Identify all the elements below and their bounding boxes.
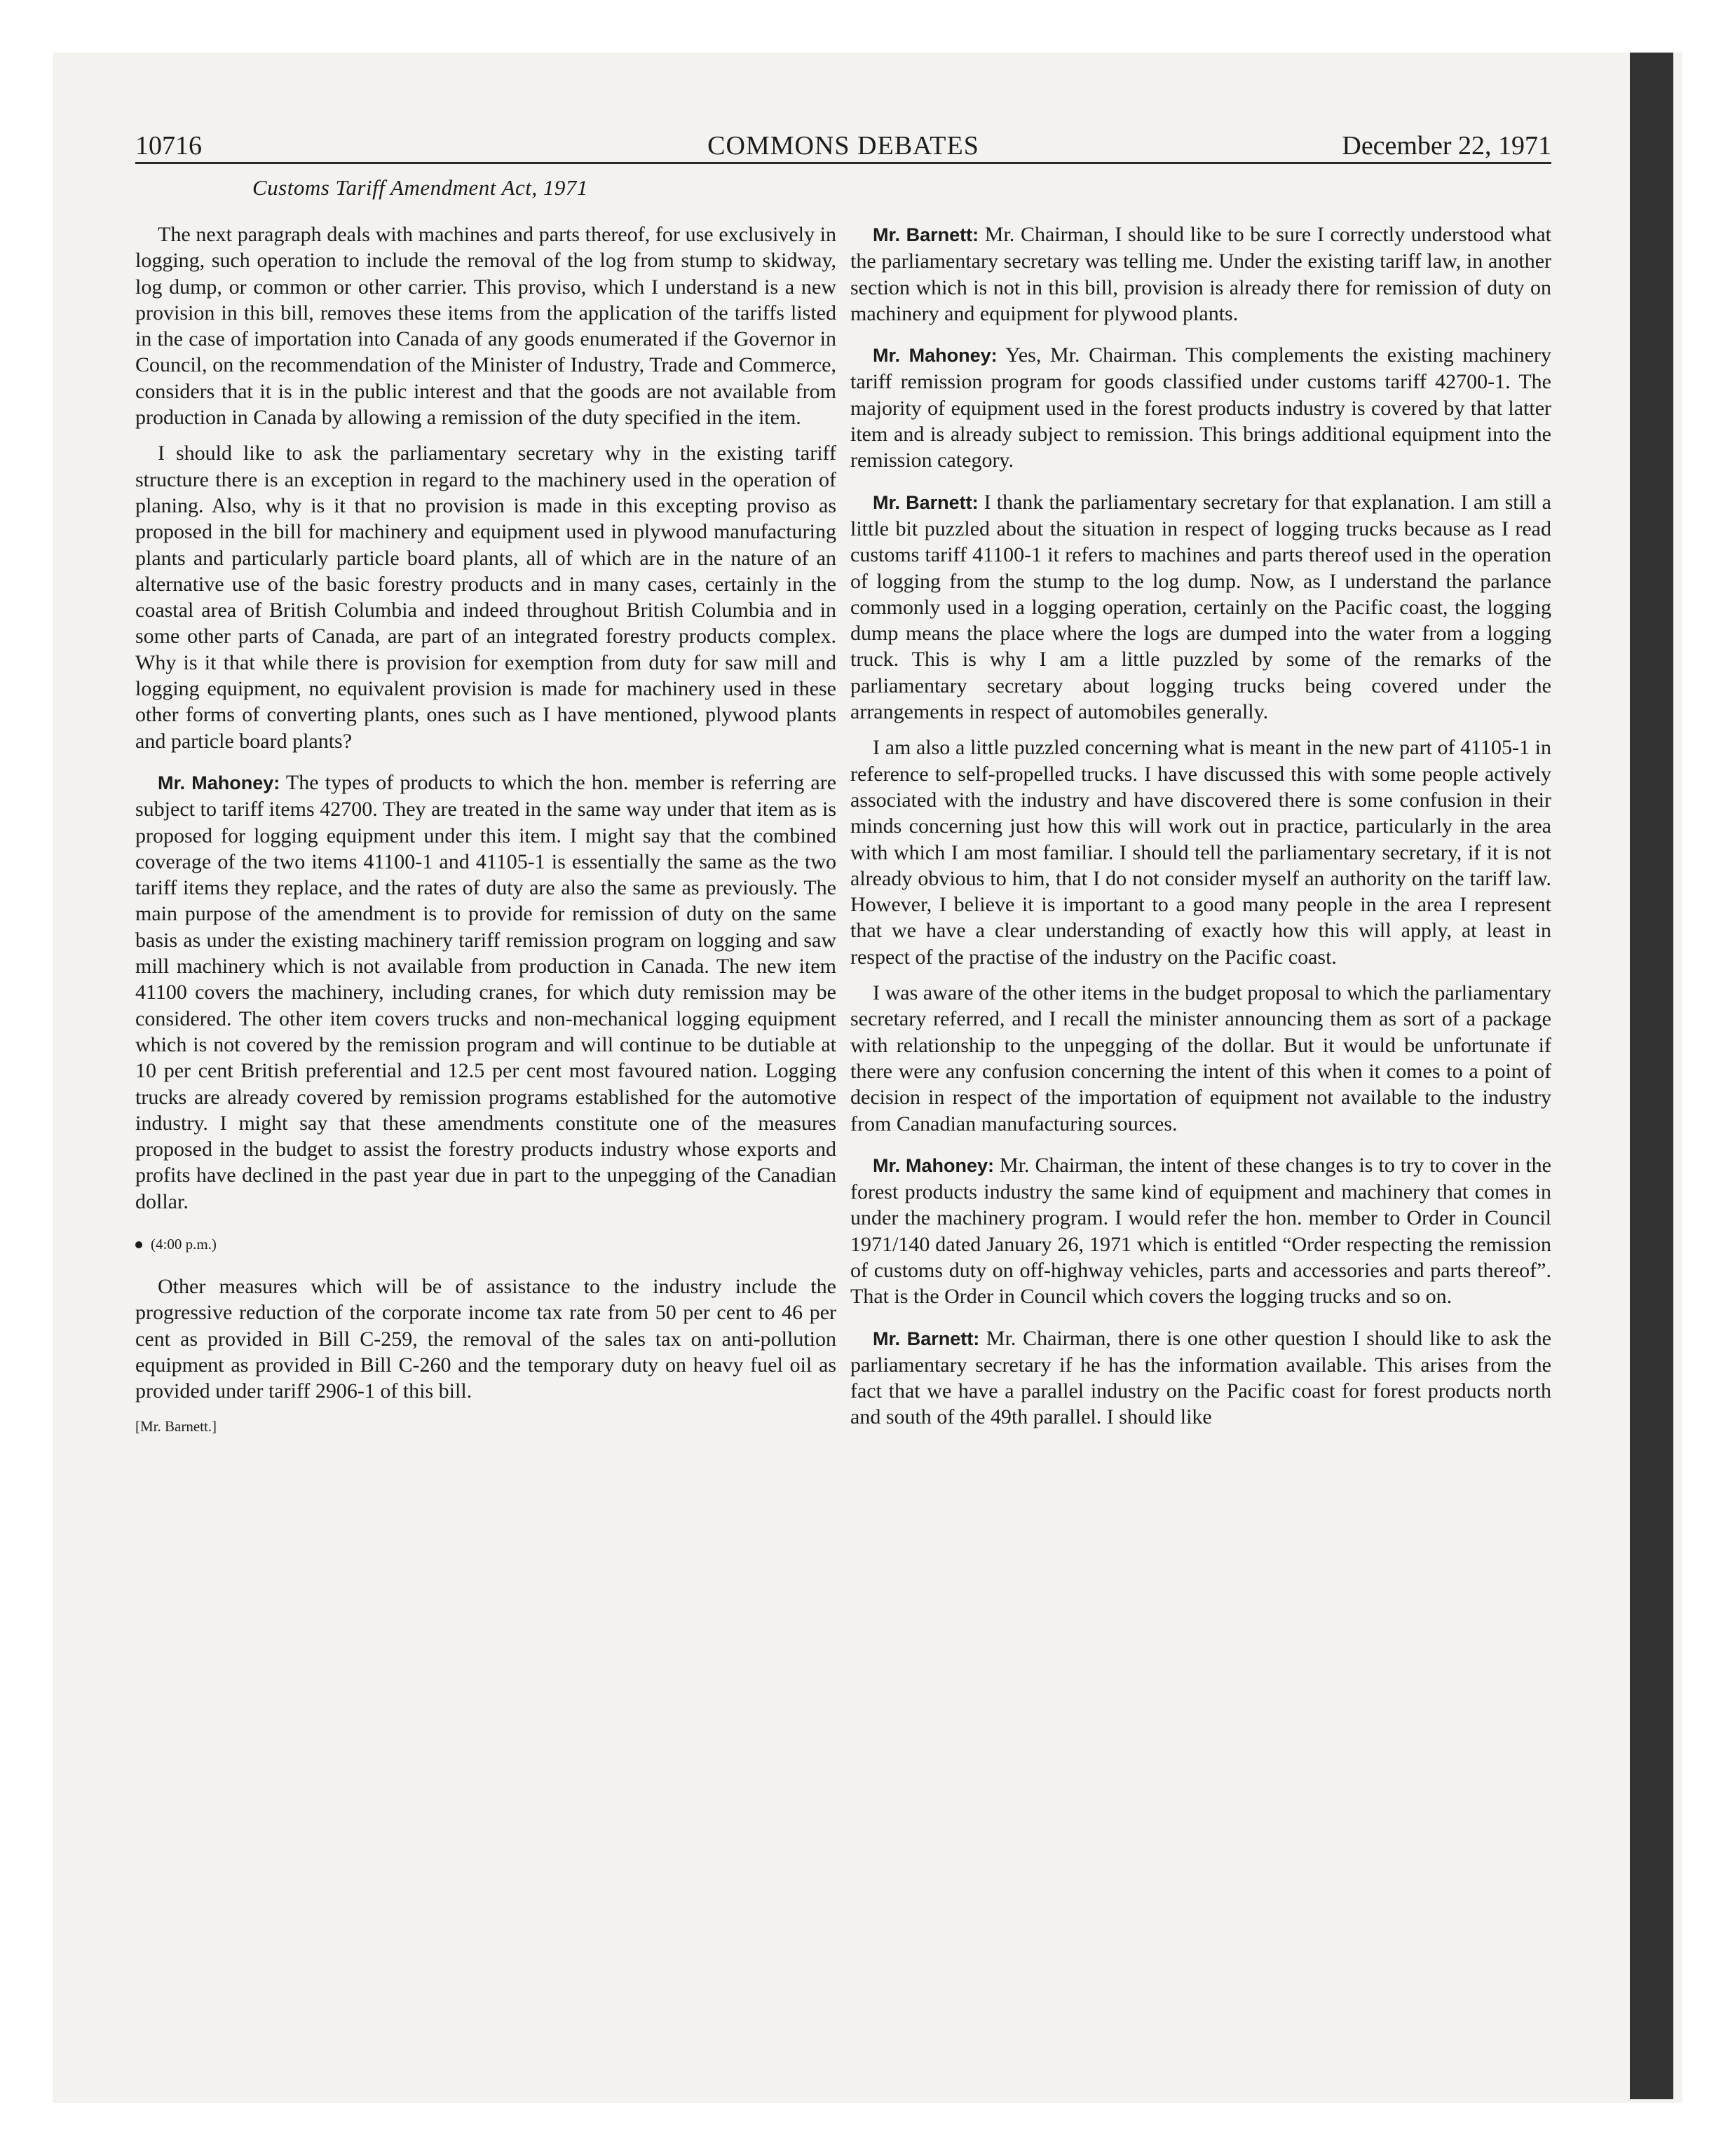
page-number: 10716 — [135, 131, 202, 161]
speaker-name: Mr. Mahoney: — [873, 345, 998, 367]
paragraph: The next paragraph deals with machines and parts thereof, for use exclusively in logging, such operation to include the removal of the log from stump to skidway, log dump, or common or other carrier. This proviso, which I understand is a new provision in this bill, removes these items from the application of the tariffs listed in the case of importation into Canada of any goods enumerated if the Governor in Council, on the recommendation of the Minister of Industry, Trade and Commerce, considers that it is in the public interest and that the goods are not available from production in Canada by allowing a remission of the duty specified in the item. — [135, 223, 836, 430]
issue-date: December 22, 1971 — [1342, 131, 1551, 161]
speech-text: Mr. Chairman, I should like to be sure I correctly understood what the parliamentary secretary was telling me. Under the existing tariff law, in another section which is not in this bill, provision is already there for remission of duty on machinery and equipment for plywood plants. — [850, 223, 1551, 325]
time-marker — [135, 1234, 836, 1254]
right-column — [850, 221, 1551, 1431]
speech-text: Mr. Chairman, there is one other question I should like to ask the parliamentary secretary if he has the information available. This arises from the fact that we have a parallel industry on the Pacific coast for forest products north and south of the 49th parallel. I should like — [850, 1326, 1551, 1429]
speech-text: I thank the parliamentary secretary for that explanation. I am still a little bit puzzled about the situation in respect of logging trucks because as I read customs tariff 41100-1 it refers to machines and parts thereof used in the operation of logging from the stump to the log dump. Now, as I understand the parlance commonly used in a logging operation, certainly on the Pacific coast, the logging dump means the place where the logs are dumped into the water from a logging truck. This is why I am a little puzzled by some of the remarks of the parliamentary secretary about logging trucks being covered under the arrangements in respect of automobiles generally. — [850, 490, 1551, 724]
page-header — [135, 130, 1551, 164]
paragraph: Other measures which will be of assistance to the industry include the progressive reduction of the corporate income tax rate from 50 per cent to 46 per cent as provided in Bill C-259, the removal of the sales tax on anti-pollution equipment as provided in Bill C-260 and the temporary duty on heavy fuel oil as provided under tariff 2906-1 of this bill. — [135, 1274, 836, 1403]
speech-paragraph — [850, 221, 1551, 327]
time-marker-text: (4:00 p.m.) — [151, 1235, 217, 1253]
paragraph: I was aware of the other items in the budget proposal to which the parliamentary secretary referred, and I recall the minister announcing them as sort of a package with relationship to the unpegging of the dollar. But it would be unfortunate if there were any confusion concerning the intent of this when it comes to a point of decision in respect of the importation of equipment not available to the industry from Canadian manufacturing sources. — [850, 981, 1551, 1135]
speech-text: The types of products to which the hon. member is referring are subject to tariff items 42700. They are treated in the same way under that item as is proposed for logging equipment under this item. I might say that the combined coverage of the two items 41100-1 and 41105-1 is essentially the same as the two tariff items they replace, and the rates of duty are also the same as previously. The main purpose of the amendment is to provide for remission of duty on the same basis as under the existing machinery tariff remission program on logging and saw mill machinery which is not available from production in Canada. The new item 41100 covers the machinery, including cranes, for which duty remission may be considered. The other item covers trucks and non-mechanical logging equipment which is not covered by the remission program and will continue to be dutiable at 10 per cent British preferential and 12.5 per cent most favoured nation. Logging trucks are already covered by remission programs established for the automotive industry. I might say that these amendments constitute one of the measures proposed in the budget to assist the forestry products industry whose exports and profits have declined in the past year due in part to the unpegging of the Canadian dollar. — [135, 770, 837, 1213]
speech-paragraph — [850, 1152, 1551, 1310]
speech-text: Yes, Mr. Chairman. This complements the existing machinery tariff remission program for goods classified under customs tariff 42700-1. The majority of equipment used in the forest products industry is covered by that latter item and is already subject to remission. This brings additional equipment into the remission category. — [850, 343, 1552, 472]
running-title: Customs Tariff Amendment Act, 1971 — [252, 175, 588, 200]
speaker-name: Mr. Barnett: — [873, 491, 979, 513]
paragraph: I should like to ask the parliamentary secretary why in the existing tariff structure there is an exception in regard to the machinery used in the operation of planing. Also, why is it that no provision is made in this excepting proviso as proposed in the bill for machinery and equipment used in plywood manufacturing plants and particularly particle board plants, all of which are in the nature of an alternative use of the basic forestry products and in many cases, certainly in the coastal area of British Columbia and indeed throughout British Columbia and in some other parts of Canada, are part of an integrated forestry products complex. Why is it that while there is provision for exemption from duty for saw mill and logging equipment, no equivalent provision is made for machinery used in these other forms of converting plants, ones such as I have mentioned, plywood plants and particle board plants? — [135, 442, 836, 753]
left-column — [135, 221, 836, 1436]
speaker-name: Mr. Barnett: — [873, 224, 979, 245]
bullet-icon — [135, 1241, 142, 1248]
speech-text: Mr. Chairman, the intent of these changes is to try to cover in the forest products industry the same kind of equipment and machinery that comes in under the machinery program. I would refer the hon. member to Order in Council 1971/140 dated January 26, 1971 which is entitled “Order respecting the remission of customs duty on off-highway vehicles, parts and accessories and parts thereof”. That is the Order in Council which covers the logging trucks and so on. — [850, 1153, 1551, 1309]
speaker-name: Mr. Barnett: — [873, 1328, 980, 1349]
speaker-name: Mr. Mahoney: — [158, 772, 280, 793]
journal-title: COMMONS DEBATES — [707, 131, 979, 161]
speech-paragraph — [135, 770, 836, 1215]
speaker-attribution: [Mr. Barnett.] — [135, 1418, 217, 1435]
scan-edge-shadow — [1630, 53, 1673, 2099]
speech-paragraph — [850, 489, 1551, 725]
paragraph: I am also a little puzzled concerning what is meant in the new part of 41105-1 in reference to self-propelled trucks. I have discussed this with some people actively associated with the industry and have discovered there is some confusion in their minds concerning just how this will work out in practice, particularly in the area with which I am most familiar. I should tell the parliamentary secretary, if it is not already obvious to him, that I do not consider myself an authority on the tariff law. However, I believe it is important to a good many people in the area I represent that we have a clear understanding of exactly how this will apply, at least in respect of the practise of the industry on the Pacific coast. — [850, 736, 1551, 969]
speech-paragraph — [850, 342, 1551, 473]
speaker-name: Mr. Mahoney: — [873, 1154, 995, 1176]
speech-paragraph — [850, 1325, 1551, 1431]
